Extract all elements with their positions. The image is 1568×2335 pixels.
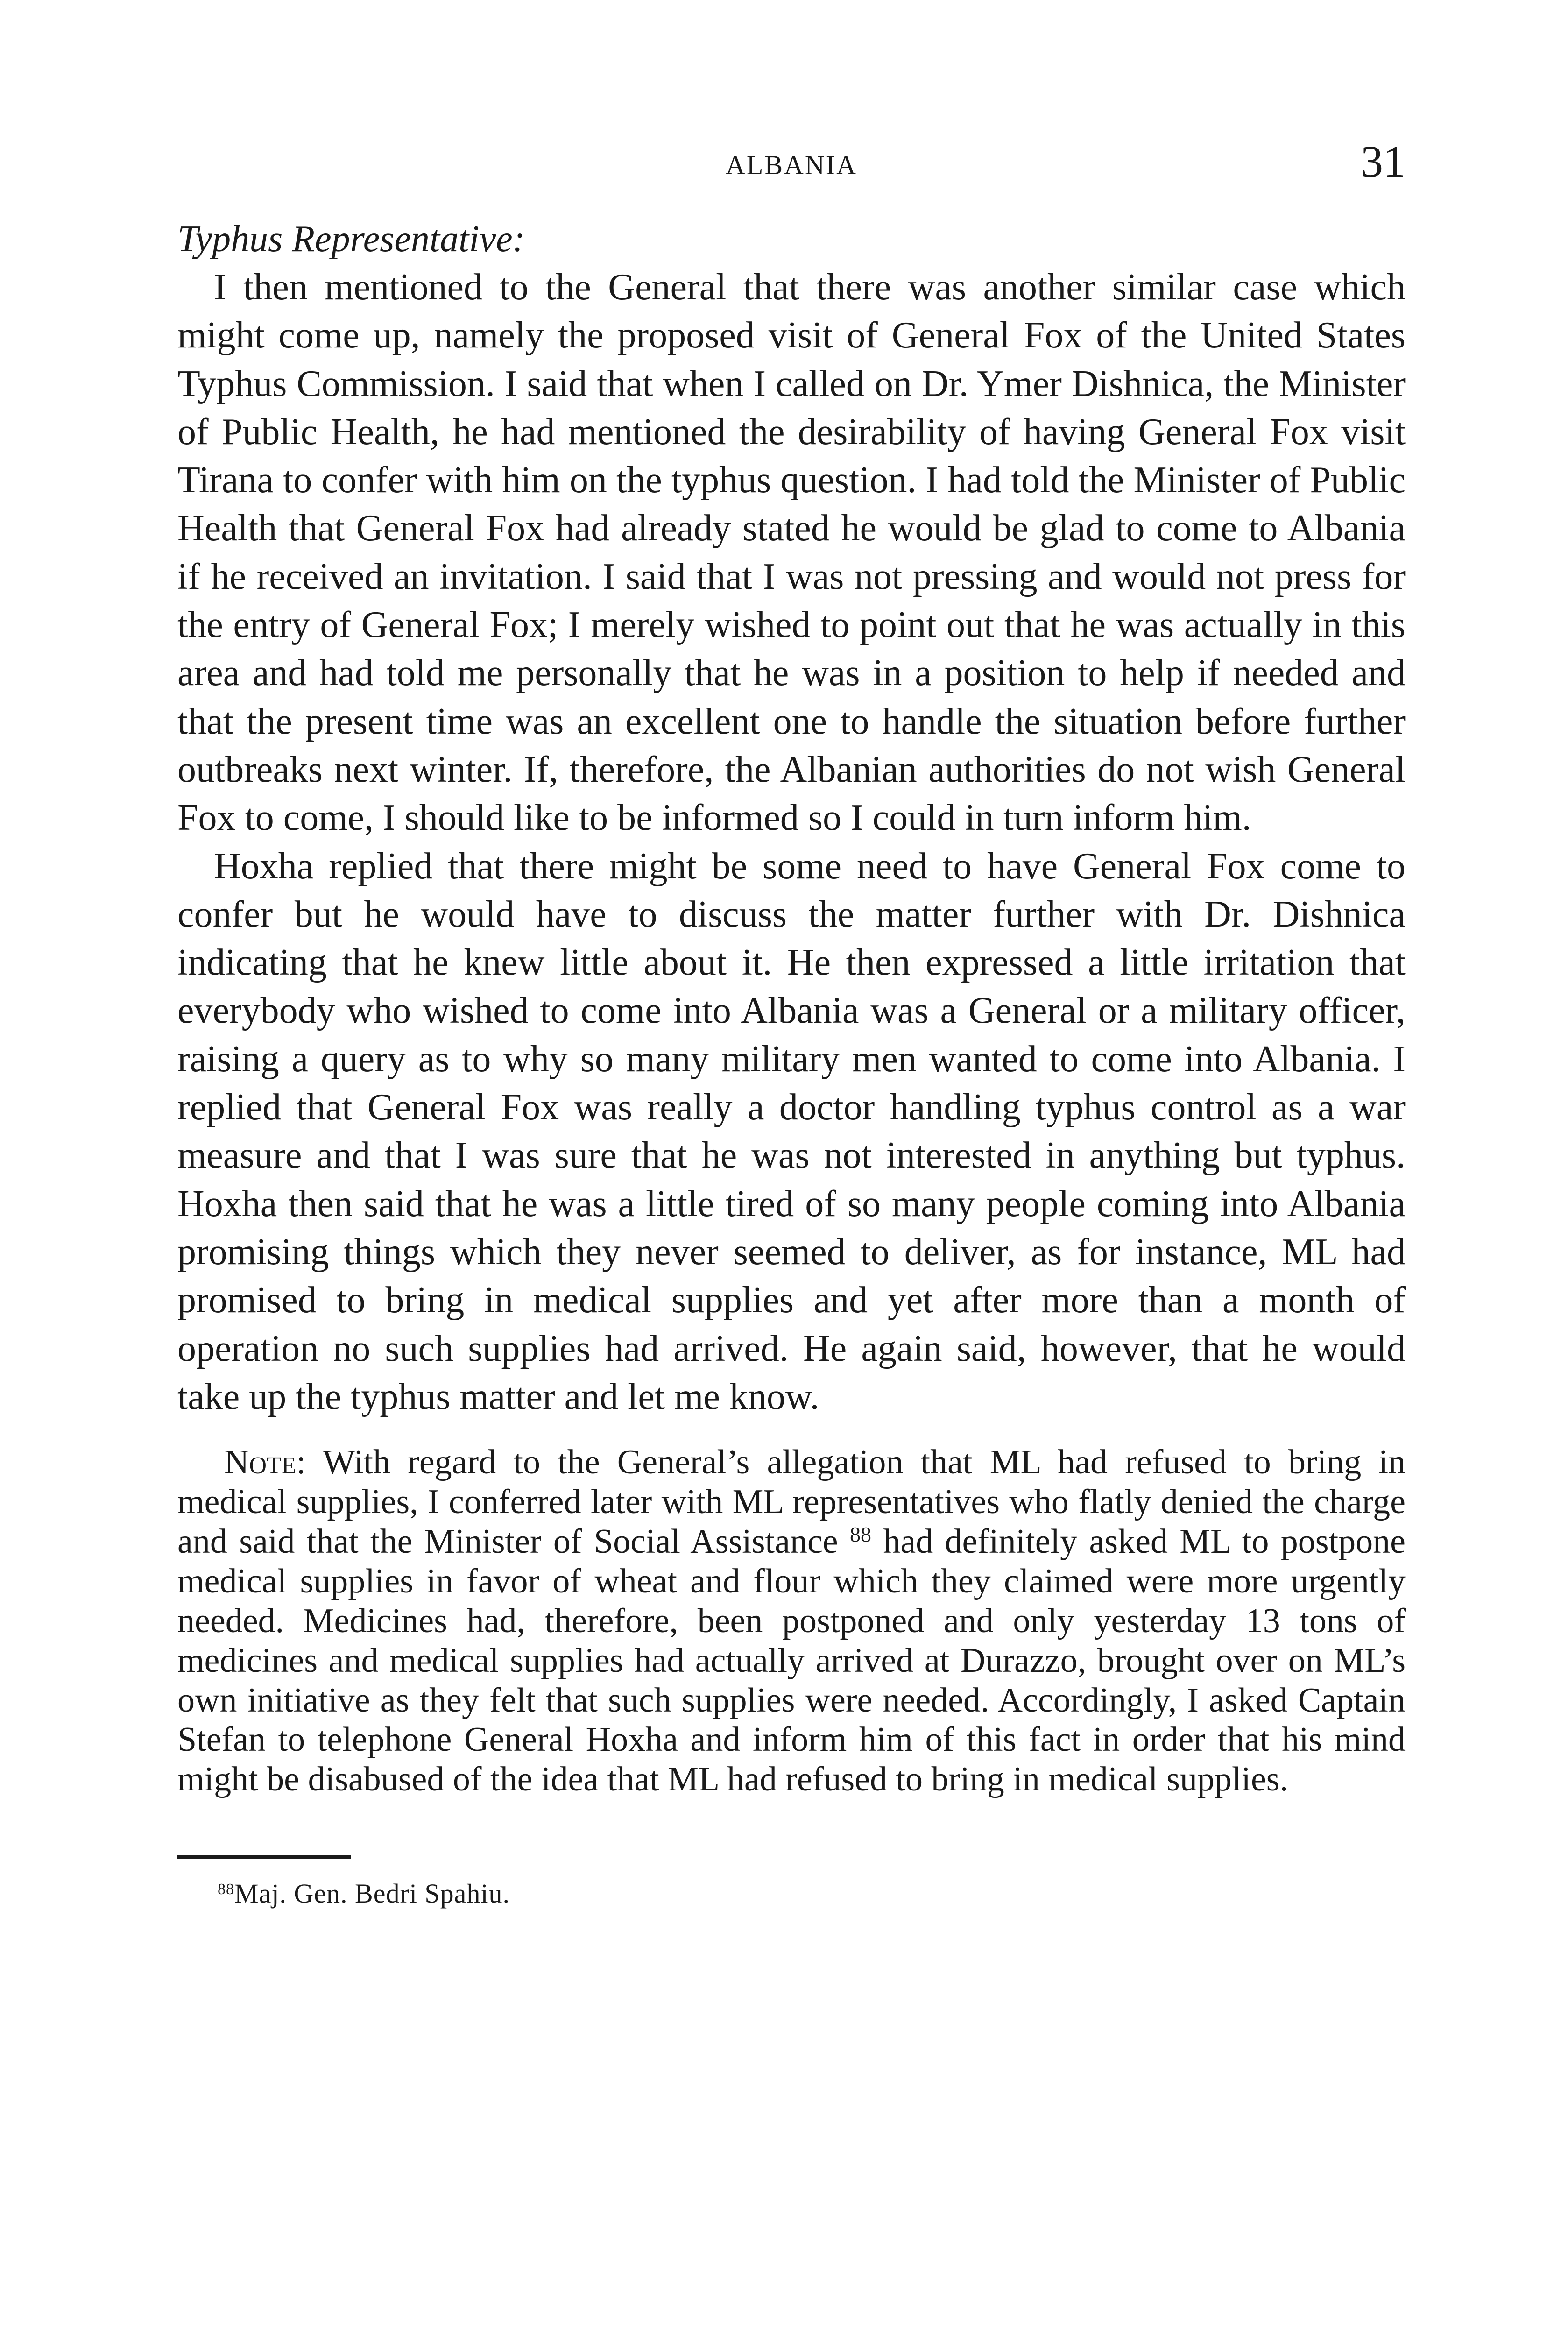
- footnote-rule: [177, 1855, 351, 1859]
- footnote-marker: 88: [218, 1881, 234, 1898]
- body-paragraph: Hoxha replied that there might be some need to have General Fox come to confer but he would have to discuss the matter further with Dr. Dishnica indicating that he knew little about it. He then expressed a little irritation that everybody who wished to come into Albania was a General or a military officer, raising a query as to why so many military men wanted to come into Albania. I replied that General Fox was really a doctor handling typhus control as a war measure and that I was sure that he was not interested in anything but typhus. Hoxha then said that he was a little tired of so many people coming into Albania promising things which they never seemed to deliver, as for instance, ML had promised to bring in medical supplies and yet after more than a month of operation no such supplies had arrived. He again said, however, that he would take up the typhus matter and let me know.: [177, 845, 1406, 1417]
- running-title: ALBANIA: [726, 150, 857, 180]
- footnote: [177, 1877, 1406, 1910]
- page-body: [177, 215, 1406, 1910]
- body-paragraph: I then mentioned to the General that there was another similar case which might come up, namely the proposed visit of General Fox of the United States Typhus Commission. I said that when I called on Dr. Ymer Dishnica, the Minister of Public Health, he had mentioned the desirability of having General Fox visit Tirana to confer with him on the typhus question. I had told the Minister of Public Health that General Fox had already stated he would be glad to come to Albania if he received an invitation. I said that I was not pressing and would not press for the entry of General Fox; I merely wished to point out that he was actually in this area and had told me personally that he was in a position to help if needed and that the present time was an excellent one to handle the situation before further outbreaks next winter. If, therefore, the Albanian authorities do not wish General Fox to come, I should like to be informed so I could in turn inform him.: [177, 267, 1406, 839]
- note-text-part: : With regard to the General’s allegation that ML had refused to bring in medical supplies, I conferred later with ML representatives who flatly denied the charge and said that the Minister of Social Assistance: [177, 1443, 1406, 1561]
- editor-note: [177, 1443, 1406, 1799]
- footnote-reference: 88: [850, 1522, 871, 1546]
- note-text-part: had definitely asked ML to postpone medical supplies in favor of wheat and flour which they claimed were more urgently needed. Medicines had, therefore, been postponed and only yesterday 13 tons of medicines and medical supplies had actually arrived at Durazzo, brought over on ML’s own initiative as they felt that such supplies were needed. Accordingly, I asked Captain Stefan to telephone General Hoxha and inform him of this fact in order that his mind might be disabused of the idea that ML had refused to bring in medical supplies.: [177, 1522, 1406, 1799]
- footnote-text: Maj. Gen. Bedri Spahiu.: [234, 1878, 510, 1909]
- section-heading: Typhus Representative:: [177, 219, 525, 260]
- note-label: Note: [224, 1443, 297, 1482]
- page-number: 31: [1361, 136, 1406, 186]
- running-head: [177, 135, 1406, 191]
